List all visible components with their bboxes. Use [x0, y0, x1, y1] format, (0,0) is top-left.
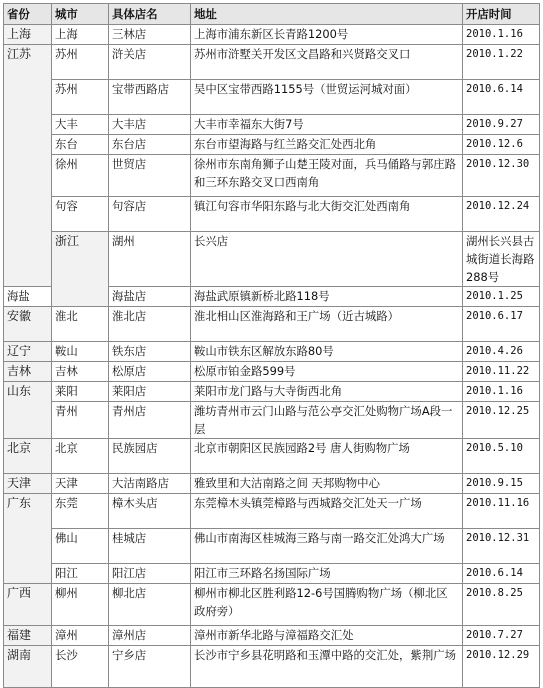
address-cell: 松原市铂金路599号 [191, 362, 463, 382]
open-date-cell: 2010.12.29 [463, 646, 540, 688]
table-row [4, 494, 540, 529]
store-cell: 莱阳店 [109, 382, 191, 402]
province-cell: 浙江 [52, 232, 109, 307]
store-cell: 世贸店 [109, 155, 191, 197]
city-cell: 苏州 [52, 45, 109, 80]
open-date-cell: 2010.6.17 [463, 307, 540, 342]
store-cell: 东台店 [109, 135, 191, 155]
open-date-cell: 2010.8.25 [463, 584, 540, 626]
open-date-cell: 2010.7.27 [463, 626, 540, 646]
store-cell: 长兴店 [191, 232, 463, 287]
open-date-cell: 2010.9.27 [463, 115, 540, 135]
table-row [4, 382, 540, 402]
city-cell: 佛山 [52, 529, 109, 564]
store-cell: 松原店 [109, 362, 191, 382]
address-cell: 漳州市新华北路与漳福路交汇处 [191, 626, 463, 646]
store-cell: 海盐店 [109, 287, 191, 307]
city-cell: 长沙 [52, 646, 109, 688]
address-cell: 镇江句容市华阳东路与北大街交汇处西南角 [191, 197, 463, 232]
store-cell: 漳州店 [109, 626, 191, 646]
province-cell: 湖南 [4, 646, 52, 688]
table-row [4, 45, 540, 80]
city-cell: 句容 [52, 197, 109, 232]
city-cell: 湖州 [109, 232, 191, 287]
address-cell: 长沙市宁乡县花明路和玉潭中路的交汇处，紫荆广场 [191, 646, 463, 688]
table-row [4, 115, 540, 135]
table-row [4, 439, 540, 474]
store-cell: 铁东店 [109, 342, 191, 362]
city-cell: 东台 [52, 135, 109, 155]
open-date-cell: 2010.1.16 [463, 382, 540, 402]
open-date-cell: 2010.12.25 [463, 402, 540, 439]
address-cell: 北京市朝阳区民族园路2号 唐人街购物广场 [191, 439, 463, 474]
store-opening-table [3, 3, 540, 688]
address-cell: 佛山市南海区桂城海三路与南一路交汇处鸿大广场 [191, 529, 463, 564]
store-cell: 宝带西路店 [109, 80, 191, 115]
province-cell: 福建 [4, 626, 52, 646]
header-city: 城市 [52, 4, 109, 25]
open-date-cell: 2010.12.31 [463, 529, 540, 564]
city-cell: 青州 [52, 402, 109, 439]
table-row [4, 155, 540, 197]
open-date-cell: 2010.1.25 [463, 287, 540, 307]
table-row [4, 584, 540, 626]
province-cell: 吉林 [4, 362, 52, 382]
header-store: 具体店名 [109, 4, 191, 25]
address-cell: 柳州市柳北区胜利路12-6号国腾购物广场（柳北区政府旁） [191, 584, 463, 626]
table-row [4, 626, 540, 646]
store-cell: 青州店 [109, 402, 191, 439]
table-row [4, 197, 540, 232]
table-row [4, 342, 540, 362]
open-date-cell: 2010.1.16 [463, 25, 540, 45]
city-cell: 海盐 [4, 287, 52, 307]
store-cell: 大丰店 [109, 115, 191, 135]
city-cell: 淮北 [52, 307, 109, 342]
open-date-cell: 2010.12.30 [463, 155, 540, 197]
store-table-wrapper [3, 3, 540, 688]
store-cell: 大沽南路店 [109, 474, 191, 494]
open-date-cell: 2010.11.22 [463, 362, 540, 382]
address-cell: 雅致里和大沽南路之间 天邦购物中心 [191, 474, 463, 494]
store-cell: 阳江店 [109, 564, 191, 584]
address-cell: 海盐武原镇新桥北路118号 [191, 287, 463, 307]
table-row [4, 529, 540, 564]
city-cell: 上海 [52, 25, 109, 45]
address-cell: 鞍山市铁东区解放东路80号 [191, 342, 463, 362]
open-date-cell: 2010.6.14 [463, 564, 540, 584]
table-row [4, 362, 540, 382]
table-row [4, 25, 540, 45]
table-row [4, 474, 540, 494]
store-cell: 桂城店 [109, 529, 191, 564]
province-cell: 上海 [4, 25, 52, 45]
address-cell: 吴中区宝带西路1155号（世贸运河城对面） [191, 80, 463, 115]
table-row [4, 232, 540, 287]
city-cell: 柳州 [52, 584, 109, 626]
city-cell: 阳江 [52, 564, 109, 584]
city-cell: 大丰 [52, 115, 109, 135]
header-open-date: 开店时间 [463, 4, 540, 25]
province-cell: 天津 [4, 474, 52, 494]
province-cell: 山东 [4, 382, 52, 439]
open-date-cell: 2010.1.22 [463, 45, 540, 80]
city-cell: 东莞 [52, 494, 109, 529]
city-cell: 徐州 [52, 155, 109, 197]
table-row [4, 402, 540, 439]
open-date-cell: 2010.11.16 [463, 494, 540, 529]
address-cell: 东台市望海路与红兰路交汇处西北角 [191, 135, 463, 155]
open-date-cell: 2010.12.6 [463, 135, 540, 155]
store-cell: 柳北店 [109, 584, 191, 626]
table-row [4, 135, 540, 155]
province-cell: 北京 [4, 439, 52, 474]
address-cell: 苏州市浒墅关开发区文昌路和兴贤路交叉口 [191, 45, 463, 80]
address-cell: 东莞樟木头镇莞樟路与西城路交汇处天一广场 [191, 494, 463, 529]
city-cell: 漳州 [52, 626, 109, 646]
city-cell: 北京 [52, 439, 109, 474]
table-row [4, 80, 540, 115]
table-row [4, 646, 540, 688]
table-header-row [4, 4, 540, 25]
address-cell: 莱阳市龙门路与大寺街西北角 [191, 382, 463, 402]
province-cell: 安徽 [4, 307, 52, 342]
address-cell: 湖州长兴县古城街道长海路288号 [463, 232, 540, 287]
store-cell: 句容店 [109, 197, 191, 232]
city-cell: 天津 [52, 474, 109, 494]
store-cell: 浒关店 [109, 45, 191, 80]
open-date-cell: 2010.4.26 [463, 342, 540, 362]
province-cell: 辽宁 [4, 342, 52, 362]
province-cell: 广西 [4, 584, 52, 626]
address-cell: 淮北相山区淮海路和王广场（近古城路） [191, 307, 463, 342]
store-cell: 民族园店 [109, 439, 191, 474]
province-cell: 广东 [4, 494, 52, 584]
province-cell: 江苏 [4, 45, 52, 287]
header-province: 省份 [4, 4, 52, 25]
city-cell: 鞍山 [52, 342, 109, 362]
store-cell: 宁乡店 [109, 646, 191, 688]
open-date-cell: 2010.9.15 [463, 474, 540, 494]
city-cell: 莱阳 [52, 382, 109, 402]
open-date-cell: 2010.6.14 [463, 80, 540, 115]
address-cell: 徐州市东南角狮子山楚王陵对面，兵马俑路与郭庄路和三环东路交叉口西南角 [191, 155, 463, 197]
open-date-cell: 2010.12.24 [463, 197, 540, 232]
city-cell: 苏州 [52, 80, 109, 115]
address-cell: 潍坊青州市云门山路与范公亭交汇处购物广场A段一层 [191, 402, 463, 439]
address-cell: 阳江市三环路名扬国际广场 [191, 564, 463, 584]
store-cell: 三林店 [109, 25, 191, 45]
table-row [4, 564, 540, 584]
store-cell: 淮北店 [109, 307, 191, 342]
address-cell: 上海市浦东新区长青路1200号 [191, 25, 463, 45]
city-cell: 吉林 [52, 362, 109, 382]
open-date-cell: 2010.5.10 [463, 439, 540, 474]
header-address: 地址 [191, 4, 463, 25]
store-cell: 樟木头店 [109, 494, 191, 529]
table-row [4, 307, 540, 342]
table-body [4, 25, 540, 688]
address-cell: 大丰市幸福东大街7号 [191, 115, 463, 135]
